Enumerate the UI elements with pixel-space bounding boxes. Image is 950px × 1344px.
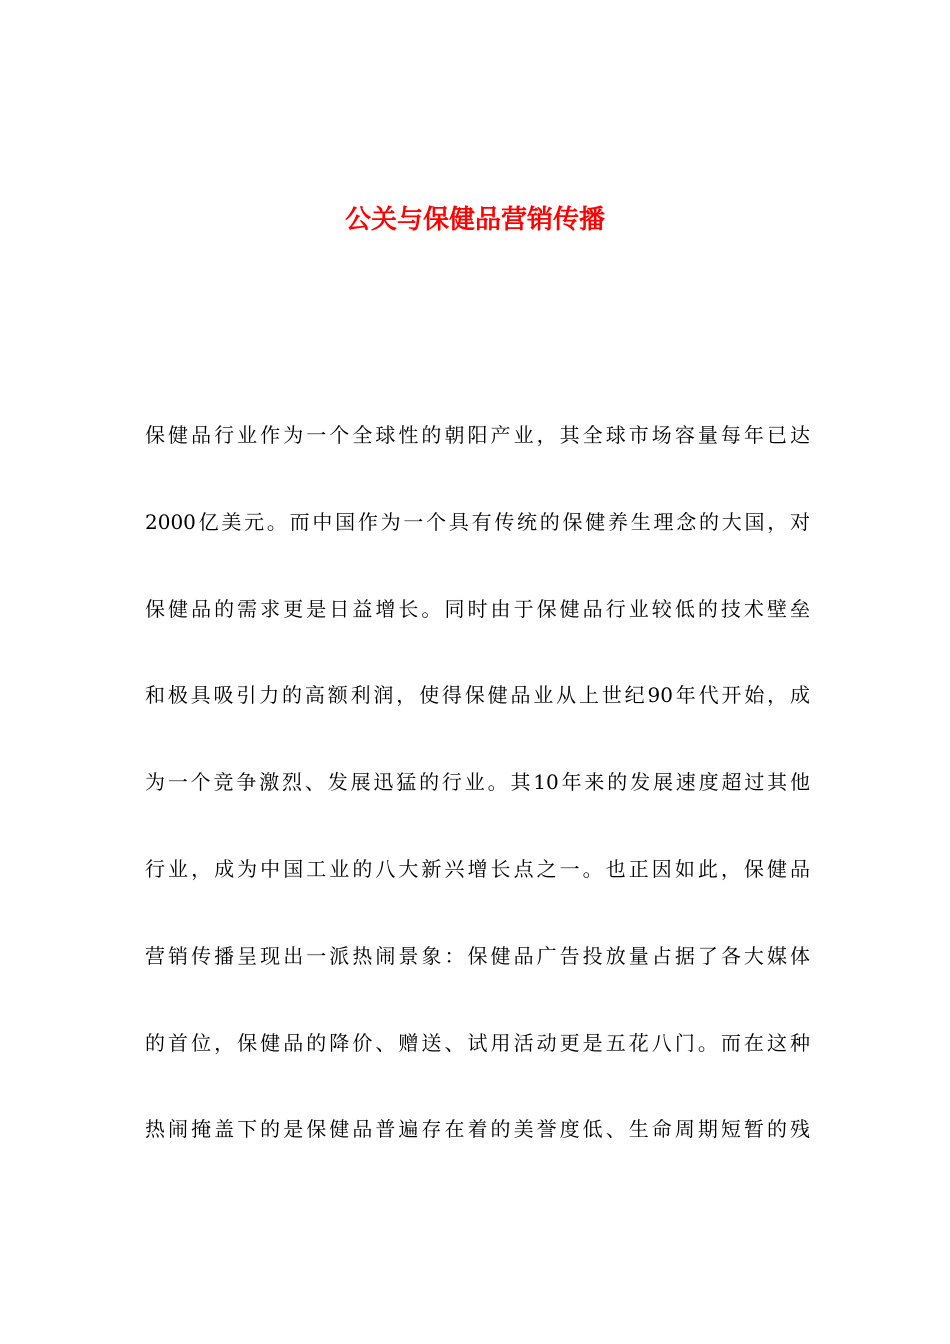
body-line-6: 行业，成为中国工业的八大新兴增长点之一。也正因如此，保健品 — [145, 856, 810, 881]
body-line-3: 保健品的需求更是日益增长。同时由于保健品行业较低的技术壁垒 — [145, 596, 810, 621]
body-line-7: 营销传播呈现出一派热闹景象：保健品广告投放量占据了各大媒体 — [145, 943, 810, 968]
body-line-5: 为一个竞争激烈、发展迅猛的行业。其10年来的发展速度超过其他 — [145, 770, 810, 795]
document-title: 公关与保健品营销传播 — [344, 205, 605, 235]
body-line-4: 和极具吸引力的高额利润，使得保健品业从上世纪90年代开始，成 — [145, 683, 810, 708]
body-line-8: 的首位，保健品的降价、赠送、试用活动更是五花八门。而在这种 — [145, 1030, 810, 1055]
body-line-2: 2000亿美元。而中国作为一个具有传统的保健养生理念的大国，对 — [145, 509, 810, 534]
body-paragraph — [145, 411, 810, 1192]
body-line-9: 热闹掩盖下的是保健品普遍存在着的美誉度低、生命周期短暂的残 — [145, 1117, 810, 1142]
body-line-1: 保健品行业作为一个全球性的朝阳产业，其全球市场容量每年已达 — [145, 423, 810, 447]
